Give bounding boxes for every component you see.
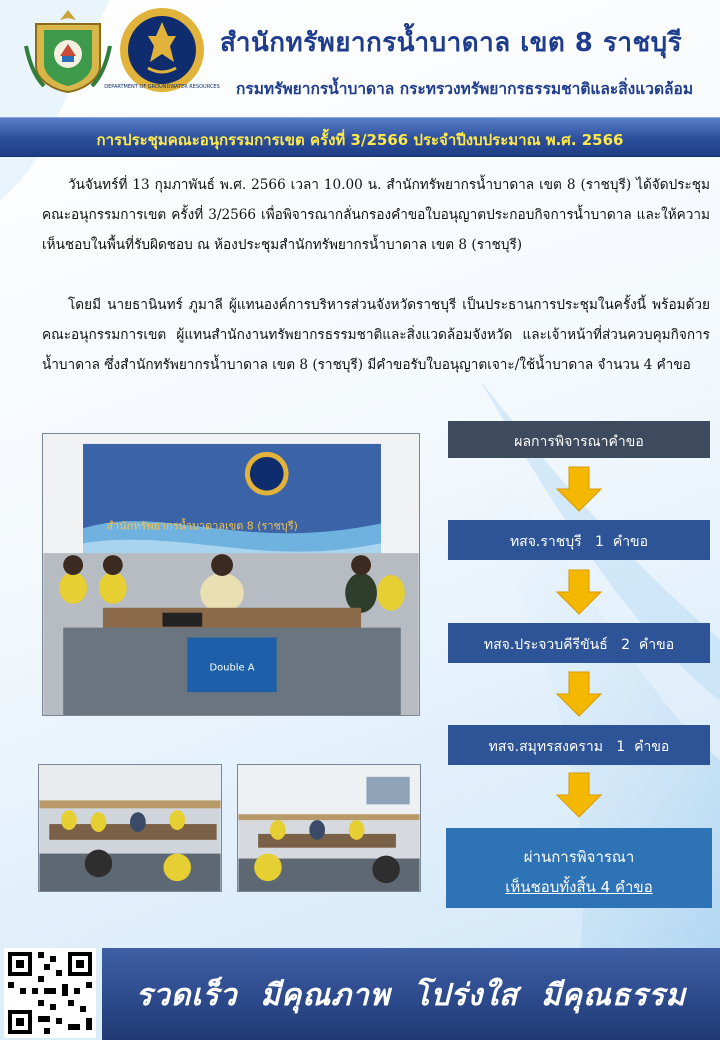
body-paragraph-1	[42, 170, 710, 260]
flow-item-label: ทสจ.ราชบุรี 1 คำขอ	[509, 534, 649, 550]
flow-result-line2: เห็นชอบทั้งสิ้น 4 คำขอ	[505, 878, 653, 896]
flow-header	[448, 421, 710, 458]
room-banner-text: สำนักทรัพยากรน้ำบาดาลเขต 8 (ราชบุรี)	[106, 519, 298, 533]
flow-result-box	[446, 828, 712, 908]
flow-item-prachuap	[448, 623, 710, 663]
down-arrow-icon	[555, 467, 603, 513]
provincial-emblem-logo	[22, 6, 114, 94]
meeting-room-photo	[42, 433, 420, 716]
flow-result-line1: ผ่านการพิจารณา	[523, 848, 635, 866]
down-arrow-icon	[555, 773, 603, 819]
meeting-photo-right	[237, 764, 421, 892]
flow-item-label: ทสจ.ประจวบคีรีขันธ์ 2 คำขอ	[483, 637, 675, 653]
paragraph-2-text: โดยมี นายธานินทร์ ภูมาลี ผู้แทนองค์การบริหารส่วนจังหวัดราชบุรี เป็นประธานการประชุมในครั้งนี้ พร้อมด้วยคณะอนุกรรมการเขต ผู้แทนสำนักงานทรัพยากรธรรมชาติและสิ่งแวดล้อมจังหวัด และเจ้าหน้าที่ส่วนควบคุมกิจการน้ำบาดาล ซึ่งสำนักทรัพยากรน้ำบาดาล เขต 8 (ราชบุรี) มีคำขอรับใบอนุญาตเจาะ/ใช้น้ำบาดาล จำนวน 4 คำขอ	[42, 297, 710, 373]
down-arrow-icon	[555, 672, 603, 718]
body-paragraph-2	[42, 290, 710, 380]
meeting-title: การประชุมคณะอนุกรรมการเขต ครั้งที่ 3/2566 ประจำปีงบประมาณ พ.ศ. 2566	[96, 131, 624, 149]
flow-item-samut-songkhram	[448, 725, 710, 765]
slogan-bar	[102, 948, 720, 1040]
flow-item-label: ทสจ.สมุทรสงคราม 1 คำขอ	[488, 739, 670, 755]
flow-item-ratchaburi	[448, 520, 710, 560]
paragraph-1-text: วันจันทร์ที่ 13 กุมภาพันธ์ พ.ศ. 2566 เวลา 10.00 น. สำนักทรัพยากรน้ำบาดาล เขต 8 (ราชบุรี) ได้จัดประชุมคณะอนุกรรมการเขต ครั้งที่ 3/2566 เพื่อพิจารณากลั่นกรองคำขอใบอนุญาตประกอบกิจการน้ำบาดาล และให้ความเห็นชอบในพื้นที่รับผิดชอบ ณ ห้องประชุมสำนักทรัพยากรน้ำบาดาล เขต 8 (ราชบุรี)	[42, 177, 710, 253]
ministry-subtitle: กรมทรัพยากรน้ำบาดาล กระทรวงทรัพยากรธรรมชาติและสิ่งแวดล้อม	[236, 80, 694, 98]
department-of-groundwater-logo	[104, 6, 220, 94]
paper-box-text: Double A	[209, 662, 255, 674]
qr-code-icon[interactable]	[4, 948, 96, 1038]
meeting-photo-left	[38, 764, 222, 892]
flow-header-label: ผลการพิจารณาคำขอ	[514, 434, 644, 450]
logo-text: DEPARTMENT OF GROUNDWATER RESOURCES	[104, 84, 220, 90]
office-title: สำนักทรัพยากรน้ำบาดาล เขต 8 ราชบุรี	[220, 28, 683, 58]
slogan-text: รวดเร็ว มีคุณภาพ โปร่งใส มีคุณธรรม	[135, 978, 687, 1013]
meeting-title-bar	[0, 117, 720, 157]
down-arrow-icon	[555, 570, 603, 616]
